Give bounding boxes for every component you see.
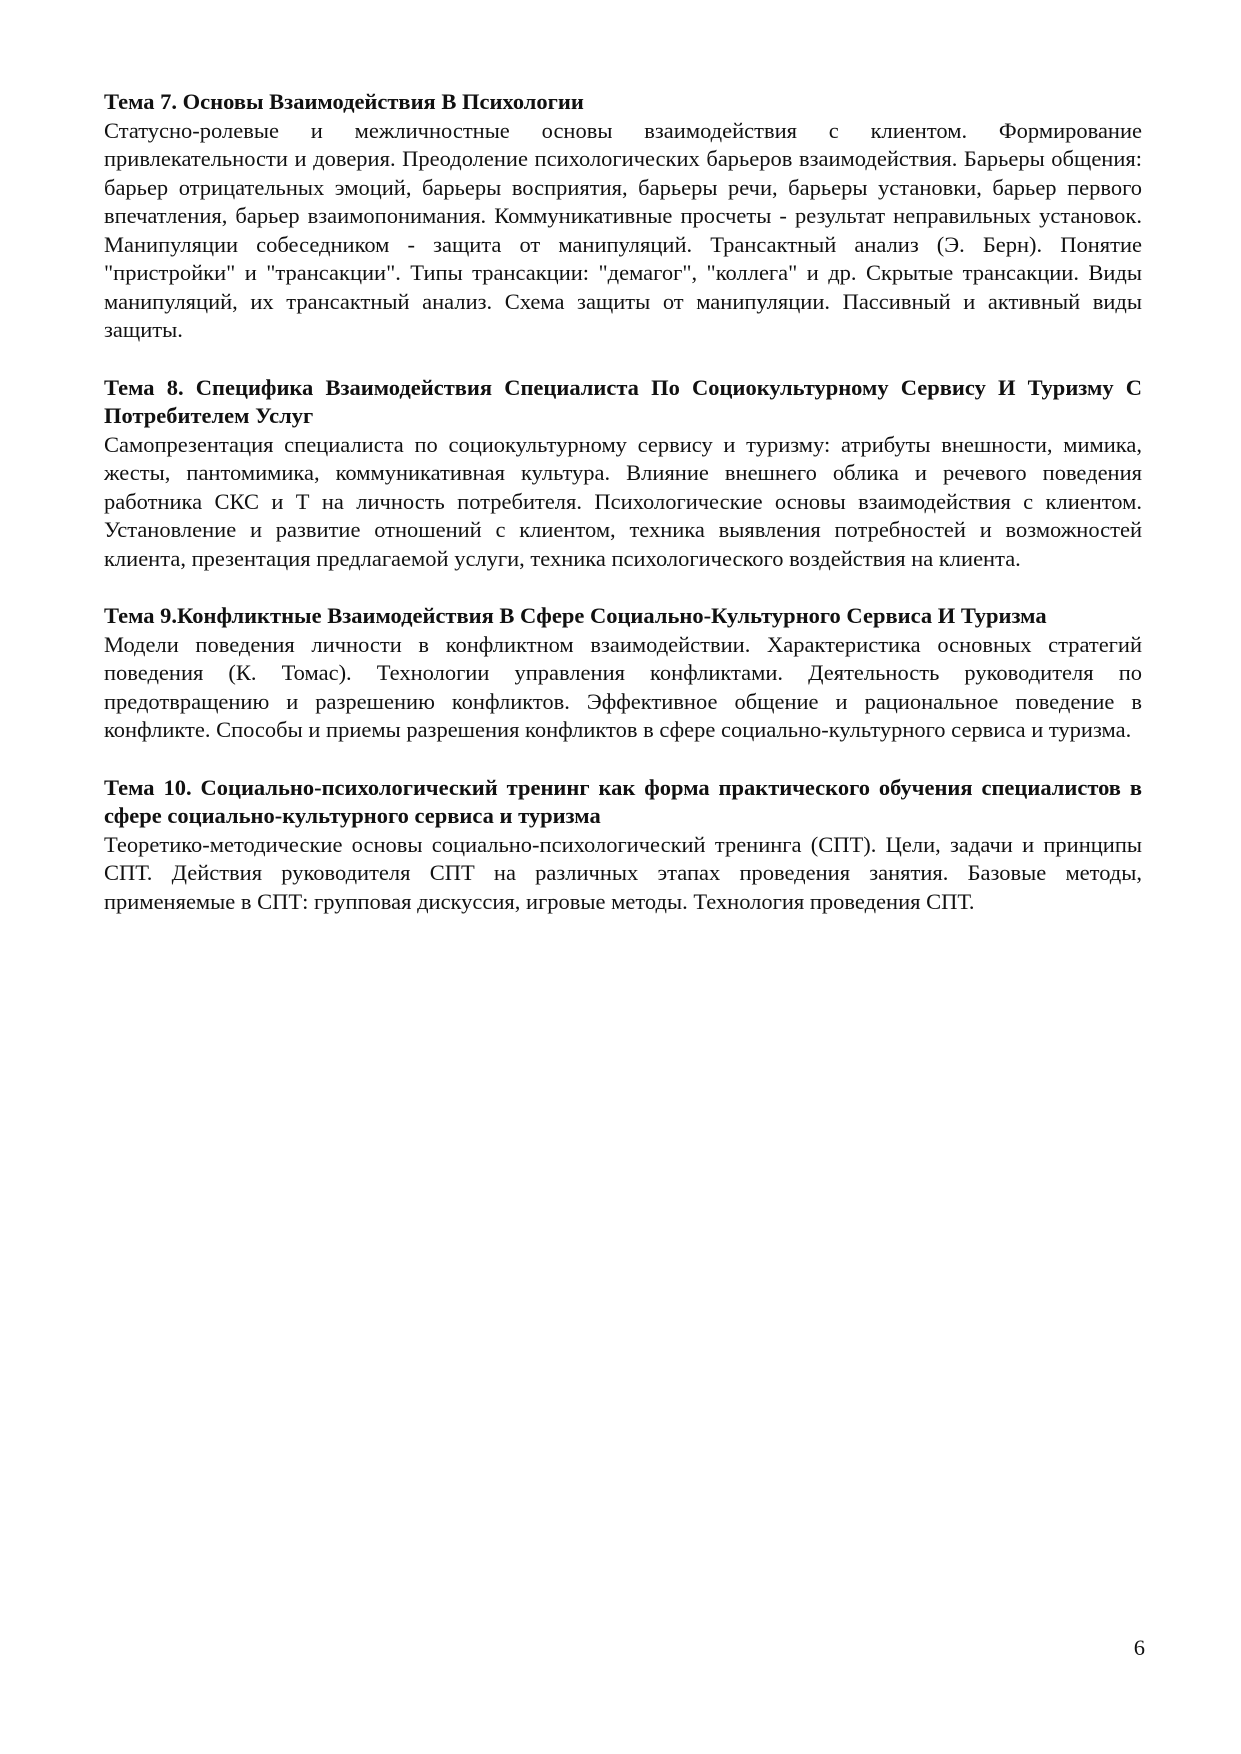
section-topic-10 [104,774,1142,917]
section-title: Тема 9.Конфликтные Взаимодействия В Сфере Социально-Культурного Сервиса И Туризма [104,603,1047,628]
section-title: Тема 7. Основы Взаимодействия В Психологии [104,89,584,114]
section-body: Модели поведения личности в конфликтном взаимодействии. Характеристика основных стратегий поведения (К. Томас). Технологии управления конфликтами. Деятельность руководителя по предотвращению и разрешению конфликтов. Эффективное общение и рациональное поведение в конфликте. Способы и приемы разрешения конфликтов в сфере социально-культурного сервиса и туризма. [104,631,1142,742]
document-page [104,88,1142,945]
section-body: Самопрезентация специалиста по социокультурному сервису и туризму: атрибуты внешности, мимика, жесты, пантомимика, коммуникативная культура. Влияние внешнего облика и речевого поведения работника СКС и Т на личность потребителя. Психологические основы взаимодействия с клиентом. Установление и развитие отношений с клиентом, техника выявления потребностей и возможностей клиента, презентация предлагаемой услуги, техника психологического воздействия на клиента. [104,431,1142,571]
section-body: Статусно-ролевые и межличностные основы взаимодействия с клиентом. Формирование привлекательности и доверия. Преодоление психологических барьеров взаимодействия. Барьеры общения: барьер отрицательных эмоций, барьеры восприятия, барьеры речи, барьеры установки, барьер первого впечатления, барьер взаимопонимания. Коммуникативные просчеты - результат неправильных установок. Манипуляции собеседником - защита от манипуляций. Трансактный анализ (Э. Берн). Понятие "пристройки" и "трансакции". Типы трансакции: "демагог", "коллега" и др. Скрытые трансакции. Виды манипуляций, их трансактный анализ. Схема защиты от манипуляции. Пассивный и активный виды защиты. [104,117,1142,342]
section-body: Теоретико-методические основы социально-психологический тренинга (СПТ). Цели, задачи и принципы СПТ. Действия руководителя СПТ на различных этапах проведения занятия. Базовые методы, применяемые в СПТ: групповая дискуссия, игровые методы. Технология проведения СПТ. [104,831,1142,914]
section-topic-8 [104,374,1142,574]
section-topic-9 [104,602,1142,745]
section-topic-7 [104,88,1142,345]
section-title: Тема 10. Социально-психологический тренинг как форма практического обучения специалистов в сфере социально-культурного сервиса и туризма [104,774,1142,828]
section-title: Тема 8. Специфика Взаимодействия Специалиста По Социокультурному Сервису И Туризму С Потребителем Услуг [104,374,1142,428]
page-number: 6 [1133,1635,1145,1660]
